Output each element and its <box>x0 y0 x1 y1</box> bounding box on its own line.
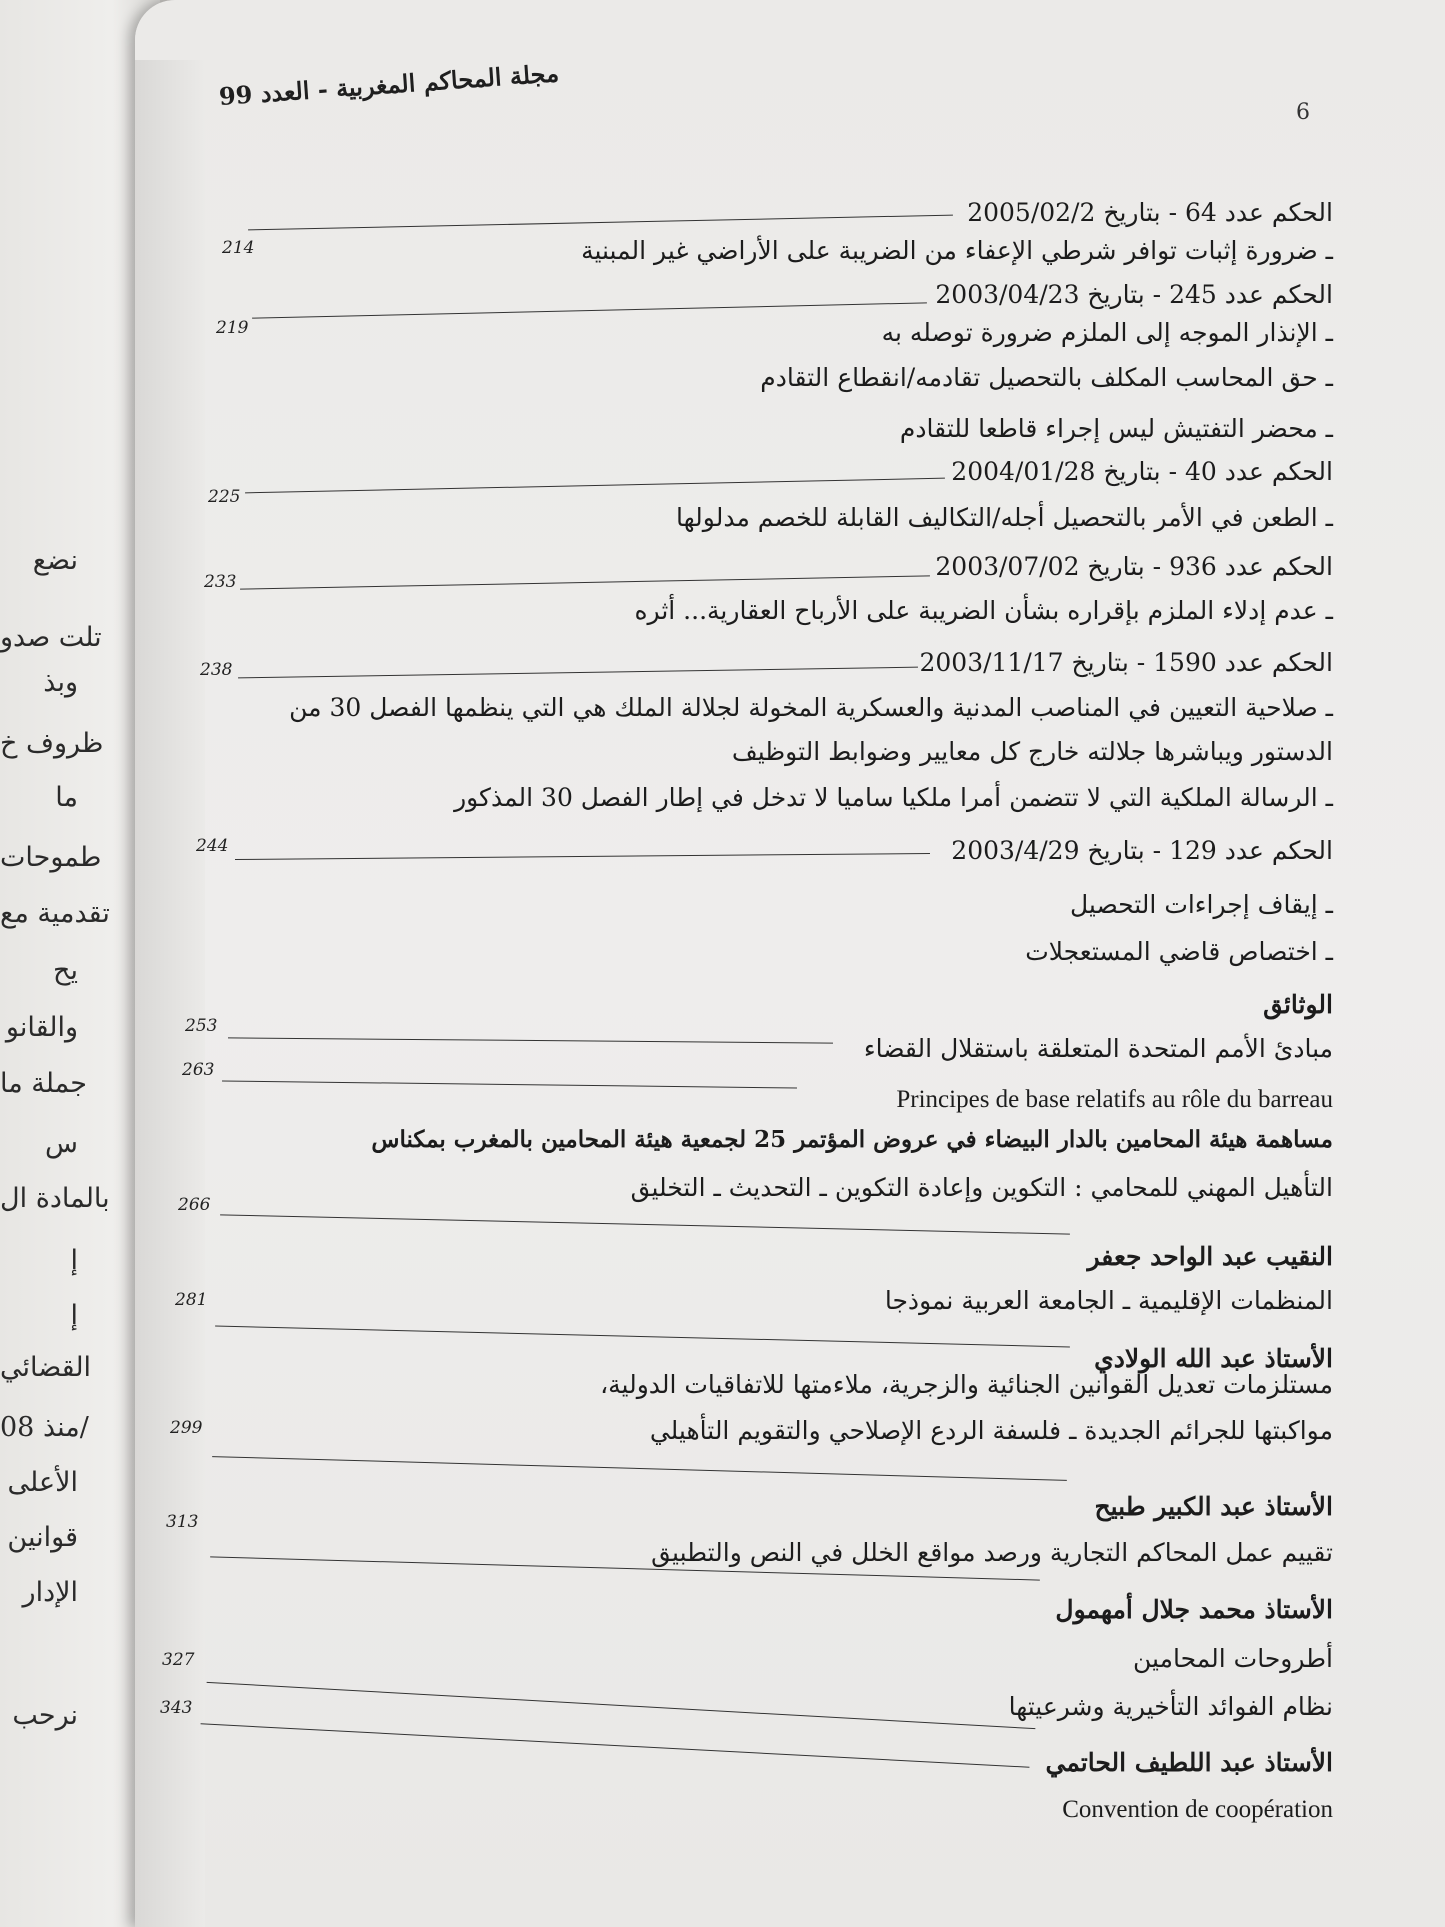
toc-entry: مواكبتها للجرائم الجديدة ـ فلسفة الردع الإصلاحي والتقويم التأهيلي <box>649 1416 1333 1445</box>
toc-page-number: 238 <box>200 660 233 680</box>
toc-page-number: 214 <box>222 238 255 258</box>
toc-ruling: الحكم عدد 129 - بتاريخ 2003/4/29 <box>951 836 1333 865</box>
toc-entry: ـ عدم إدلاء الملزم بإقراره بشأن الضريبة على الأرباح العقارية... أثره <box>634 596 1333 625</box>
toc-entry: الدستور ويباشرها جلالته خارج كل معايير وضوابط التوظيف <box>731 737 1333 766</box>
toc-page-number: 219 <box>216 318 249 338</box>
left-fragment: يح <box>53 955 78 986</box>
toc-page-number: 299 <box>170 1418 203 1438</box>
toc-entry: ـ ضرورة إثبات توافر شرطي الإعفاء من الضريبة على الأراضي غير المبنية <box>581 236 1333 265</box>
left-fragment: إ <box>70 1245 78 1276</box>
toc-page-number: 281 <box>175 1290 208 1310</box>
toc-page-number: 253 <box>185 1016 218 1036</box>
toc-author: الأستاذ محمد جلال أمهمول <box>1055 1595 1333 1624</box>
left-fragment: إ <box>70 1300 78 1331</box>
left-fragment: تقدمية مع <box>0 898 110 929</box>
toc-entry: ـ اختصاص قاضي المستعجلات <box>1025 937 1333 966</box>
toc-section-heading: مساهمة هيئة المحامين بالدار البيضاء في عروض المؤتمر 25 لجمعية هيئة المحامين بالمغرب بمكناس <box>371 1126 1333 1153</box>
toc-ruling: الحكم عدد 936 - بتاريخ 2003/07/02 <box>935 552 1333 581</box>
left-fragment: ظروف خ <box>0 728 104 759</box>
page-gutter <box>135 60 208 1927</box>
left-fragment: ما <box>55 782 78 813</box>
toc-author: الأستاذ عبد اللطيف الحاتمي <box>1045 1748 1333 1777</box>
toc-entry: ـ الطعن في الأمر بالتحصيل أجله/التكاليف القابلة للخصم مدلولها <box>676 503 1333 532</box>
left-fragment: طموحات <box>0 842 102 873</box>
toc-author: الأستاذ عبد الكبير طبيح <box>1094 1492 1333 1521</box>
left-fragment: نرحب <box>12 1700 78 1731</box>
toc-page-number: 343 <box>160 1698 193 1718</box>
left-fragment: منذ 08/ <box>0 1412 89 1443</box>
toc-entry: ـ الإنذار الموجه إلى الملزم ضرورة توصله به <box>881 318 1333 347</box>
toc-section-heading: الوثائق <box>1263 990 1333 1019</box>
toc-page-number: 233 <box>204 572 237 592</box>
toc-entry: ـ محضر التفتيش ليس إجراء قاطعا للتقادم <box>899 414 1333 443</box>
toc-entry: أطروحات المحامين <box>1133 1644 1333 1673</box>
toc-entry: ـ الرسالة الملكية التي لا تتضمن أمرا ملكيا ساميا لا تدخل في إطار الفصل 30 المذكور <box>454 783 1333 812</box>
page-number: 6 <box>1296 100 1310 125</box>
toc-entry: ـ إيقاف إجراءات التحصيل <box>1069 890 1333 919</box>
journal-title: مجلة المحاكم المغربية - العدد 99 <box>218 58 560 111</box>
toc-page-number: 327 <box>162 1650 195 1670</box>
left-fragment: القضائي <box>0 1352 92 1383</box>
toc-entry: تقييم عمل المحاكم التجارية ورصد مواقع الخلل في النص والتطبيق <box>651 1538 1333 1567</box>
left-fragment: والقانو <box>5 1012 78 1043</box>
toc-page-number: 263 <box>182 1060 215 1080</box>
toc-entry: ـ صلاحية التعيين في المناصب المدنية والعسكرية المخولة لجلالة الملك هي التي ينظمها الفصل 30 من <box>289 693 1333 722</box>
toc-page-number: 225 <box>208 487 241 507</box>
toc-entry: مبادئ الأمم المتحدة المتعلقة باستقلال القضاء <box>863 1034 1333 1063</box>
left-fragment: تلت صدو <box>0 622 102 653</box>
toc-author: الأستاذ عبد الله الولادي <box>1094 1344 1333 1373</box>
toc-ruling: الحكم عدد 64 - بتاريخ 2005/02/2 <box>967 198 1333 227</box>
left-fragment: س <box>45 1128 78 1159</box>
toc-author: النقيب عبد الواحد جعفر <box>1087 1242 1333 1271</box>
toc-page-number: 266 <box>178 1195 211 1215</box>
toc-entry: ـ حق المحاسب المكلف بالتحصيل تقادمه/انقطاع التقادم <box>760 363 1333 392</box>
left-fragment: الأعلى <box>7 1467 78 1498</box>
toc-ruling: الحكم عدد 40 - بتاريخ 2004/01/28 <box>951 457 1333 486</box>
left-fragment: الإدار <box>22 1577 78 1608</box>
left-fragment: بالمادة ال <box>0 1183 110 1214</box>
toc-entry: مستلزمات تعديل القوانين الجنائية والزجرية، ملاءمتها للاتفاقيات الدولية، <box>600 1370 1333 1399</box>
toc-entry-fr: Principes de base relatifs au rôle du barreau <box>896 1086 1333 1113</box>
left-fragment: جملة ما <box>0 1068 87 1099</box>
toc-ruling: الحكم عدد 245 - بتاريخ 2003/04/23 <box>935 280 1333 309</box>
toc-ruling: الحكم عدد 1590 - بتاريخ 2003/11/17 <box>919 648 1333 677</box>
toc-page-number: 313 <box>166 1512 199 1532</box>
left-fragment: وبذ <box>43 667 78 698</box>
toc-entry: التأهيل المهني للمحامي : التكوين وإعادة التكوين ـ التحديث ـ التخليق <box>630 1173 1333 1202</box>
toc-page-number: 244 <box>196 836 229 856</box>
left-fragment: قوانين <box>7 1522 78 1553</box>
toc-entry: المنظمات الإقليمية ـ الجامعة العربية نموذجا <box>884 1286 1333 1315</box>
toc-entry-fr: Convention de coopération <box>1062 1796 1333 1823</box>
toc-entry: نظام الفوائد التأخيرية وشرعيتها <box>1008 1692 1333 1721</box>
left-fragment: نضع <box>32 545 78 576</box>
